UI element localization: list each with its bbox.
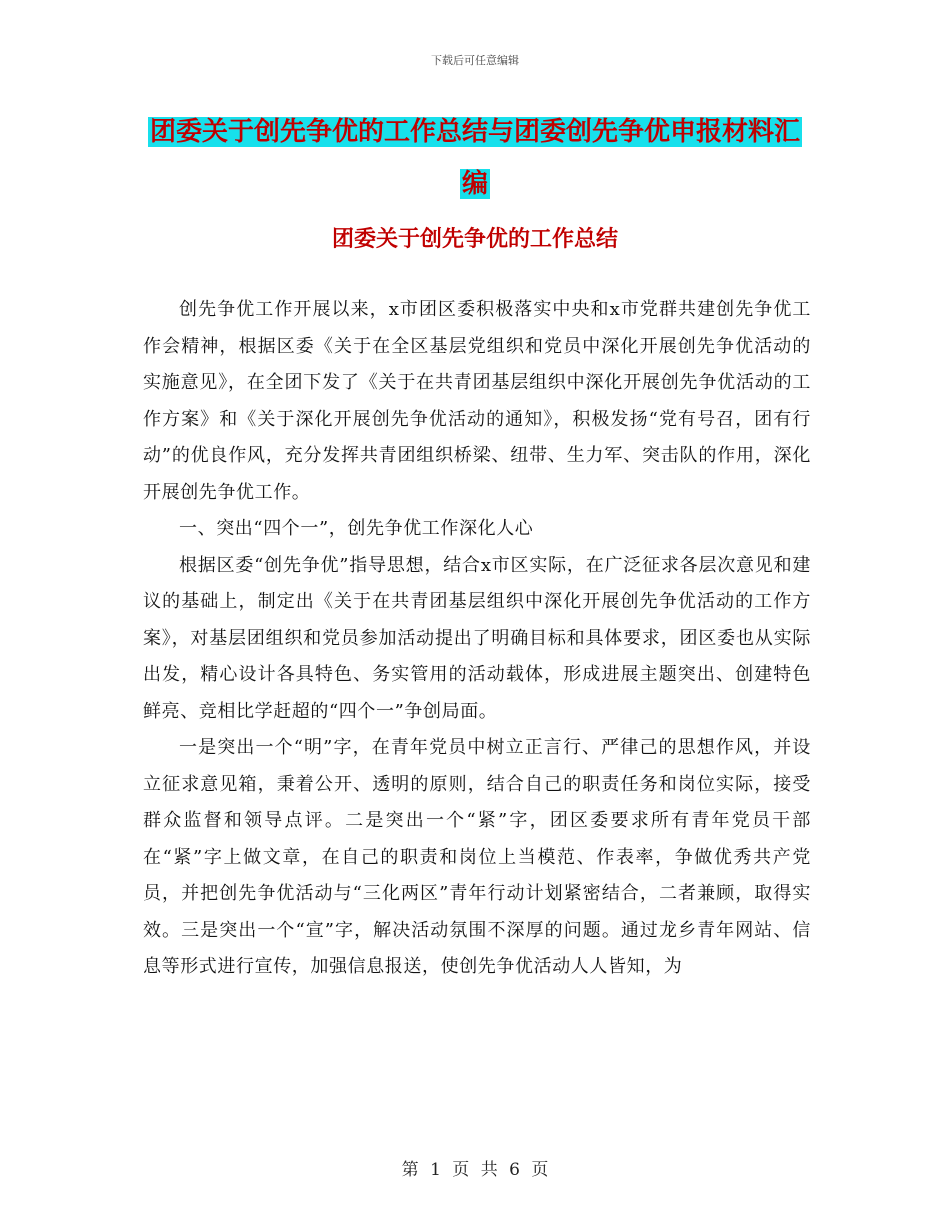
- section-title: 团委关于创先争优的工作总结: [331, 227, 618, 252]
- page-number-footer: 第 1 页 共 6 页: [401, 1160, 549, 1180]
- paragraph: 一是突出一个“明”字，在青年党员中树立正言行、严律己的思想作风，并设立征求意见箱，秉着公开、透明的原则，结合自己的职责任务和岗位实际，接受群众监督和领导点评。二是突出一个“紧”字，团区委要求所有青年党员干部在“紧”字上做文章，在自己的职责和岗位上当模范、作表率，争做优秀共产党员，并把创先争优活动与“三化两区”青年行动计划紧密结合，二者兼顾，取得实效。三是突出一个“宣”字，解决活动氛围不深厚的问题。通过龙乡青年网站、信息等形式进行宣传，加强信息报送，使创先争优活动人人皆知，为: [143, 737, 811, 977]
- document-title: [140, 106, 810, 210]
- paragraph: 根据区委“创先争优”指导思想，结合x市区实际，在广泛征求各层次意见和建议的基础上，制定出《关于在共青团基层组织中深化开展创先争优活动的工作方案》，对基层团组织和党员参加活动提出了明确目标和具体要求，团区委也从实际出发，精心设计各具特色、务实管用的活动载体，形成进展主题突出、创建特色鲜亮、竞相比学赶超的“四个一”争创局面。: [143, 554, 811, 722]
- paragraph: 创先争优工作开展以来，x市团区委积极落实中央和x市党群共建创先争优工作会精神，根据区委《关于在全区基层党组织和党员中深化开展创先争优活动的实施意见》，在全团下发了《关于在共青团基层组织中深化开展创先争优活动的工作方案》和《关于深化开展创先争优活动的通知》，积极发扬“党有号召，团有行动”的优良作风，充分发挥共青团组织桥梁、纽带、生力军、突击队的作用，深化开展创先争优工作。: [143, 299, 811, 503]
- paragraph: 一、突出“四个一”，创先争优工作深化人心: [179, 518, 534, 539]
- document-title-text: 团委关于创先争优的工作总结与团委创先争优申报材料汇编: [149, 117, 800, 199]
- document-body: [143, 292, 811, 986]
- header-note: 下载后可任意编辑: [431, 54, 519, 67]
